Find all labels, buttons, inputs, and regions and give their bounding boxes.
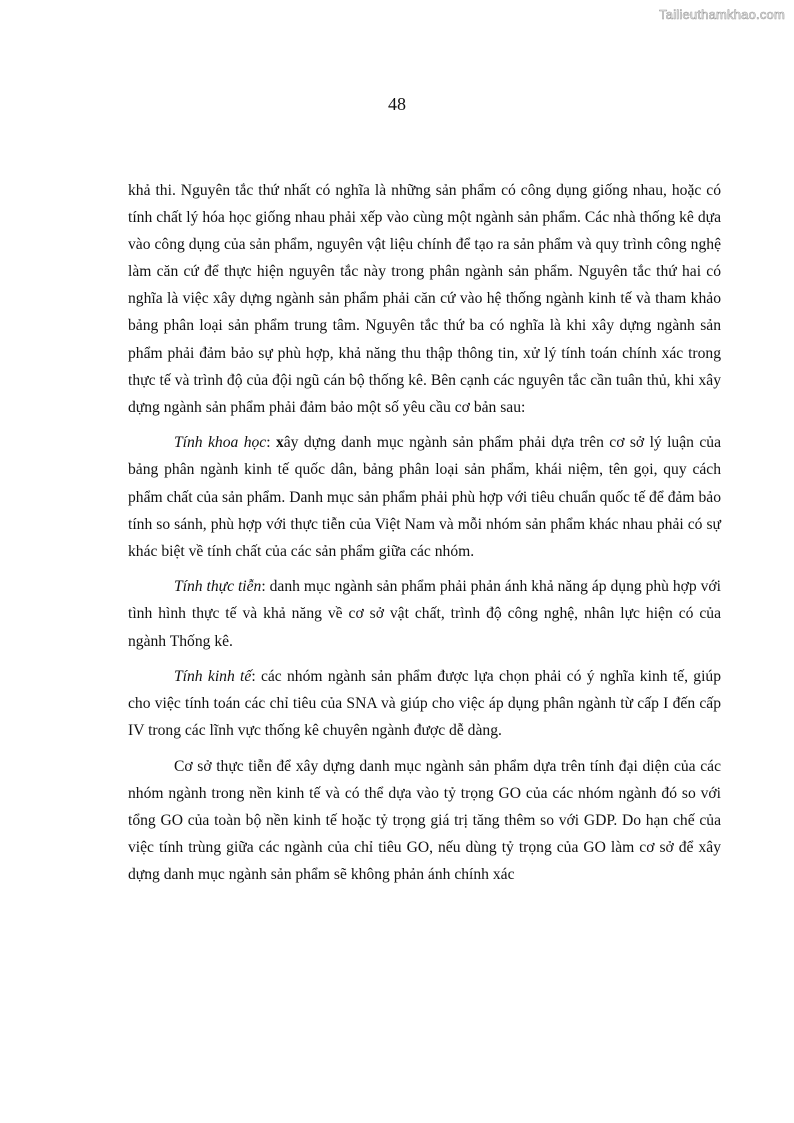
paragraph-2 <box>128 429 721 564</box>
paragraph-5: Cơ sở thực tiễn để xây dựng danh mục ngành sản phẩm dựa trên tính đại diện của các nhóm ngành trong nền kinh tế và có thể dựa vào tỷ trọng GO của các nhóm ngành đó so với tổng GO của toàn bộ nền kinh tế hoặc tỷ trọng giá trị tăng thêm so với GDP. Do hạn chế của việc tính trùng giữa các ngành của chỉ tiêu GO, nếu dùng tỷ trọng của GO làm cơ sở để xây dựng danh mục ngành sản phẩm sẽ không phản ánh chính xác <box>128 757 721 884</box>
paragraph-2-text: ây dựng danh mục ngành sản phẩm phải dựa trên cơ sở lý luận của bảng phân ngành kinh tế quốc dân, bảng phân loại sản phẩm, khái niệm, tên gọi, quy cách phẩm chất của sản phẩm. Danh mục sản phẩm phải phù hợp với tiêu chuẩn quốc tế để đảm bảo tính so sánh, phù hợp với thực tiễn của Việt Nam và mỗi nhóm sản phẩm khác nhau phải có sự khác biệt về tính chất của các sản phẩm giữa các nhóm. <box>128 434 721 560</box>
paragraph-3 <box>128 573 721 654</box>
page-number: 48 <box>388 94 406 114</box>
term-economic: Tính kinh tế <box>174 668 252 686</box>
term-scientific: Tính khoa học <box>174 434 267 452</box>
paragraph-1: khả thi. Nguyên tắc thứ nhất có nghĩa là những sản phẩm có công dụng giống nhau, hoặc có tính chất lý hóa học giống nhau phải xếp vào cùng một ngành sản phẩm. Các nhà thống kê dựa vào công dụng của sản phẩm, nguyên vật liệu chính để tạo ra sản phẩm và quy trình công nghệ làm căn cứ để thực hiện nguyên tắc này trong phân ngành sản phẩm. Nguyên tắc thứ hai có nghĩa là việc xây dựng ngành sản phẩm phải căn cứ vào hệ thống ngành kinh tế và tham khảo bảng phân loại sản phẩm trung tâm. Nguyên tắc thứ ba có nghĩa là khi xây dựng ngành sản phẩm phải đảm bảo sự phù hợp, khả năng thu thập thông tin, xử lý tính toán chính xác trong thực tế và trình độ của đội ngũ cán bộ thống kê. Bên cạnh các nguyên tắc cần tuân thủ, khi xây dựng ngành sản phẩm phải đảm bảo một số yêu cầu cơ bản sau: <box>128 182 721 416</box>
bold-letter: x <box>275 434 284 452</box>
paragraph-3-text: : danh mục ngành sản phẩm phải phản ánh khả năng áp dụng phù hợp với tình hình thực tế và khả năng về cơ sở vật chất, trình độ công nghệ, nhân lực hiện có của ngành Thống kê. <box>128 578 721 650</box>
paragraph-4-text: : các nhóm ngành sản phẩm được lựa chọn phải có ý nghĩa kinh tế, giúp cho việc tính toán các chỉ tiêu của SNA và giúp cho việc áp dụng phân ngành từ cấp I đến cấp IV trong các lĩnh vực thống kê chuyên ngành được dễ dàng. <box>128 668 722 740</box>
document-body <box>128 177 721 897</box>
term-colon: : <box>266 434 276 452</box>
term-practical: Tính thực tiễn <box>174 578 262 596</box>
watermark-text: Tailieuthamkhao.com <box>659 7 785 22</box>
paragraph-4 <box>128 663 721 744</box>
